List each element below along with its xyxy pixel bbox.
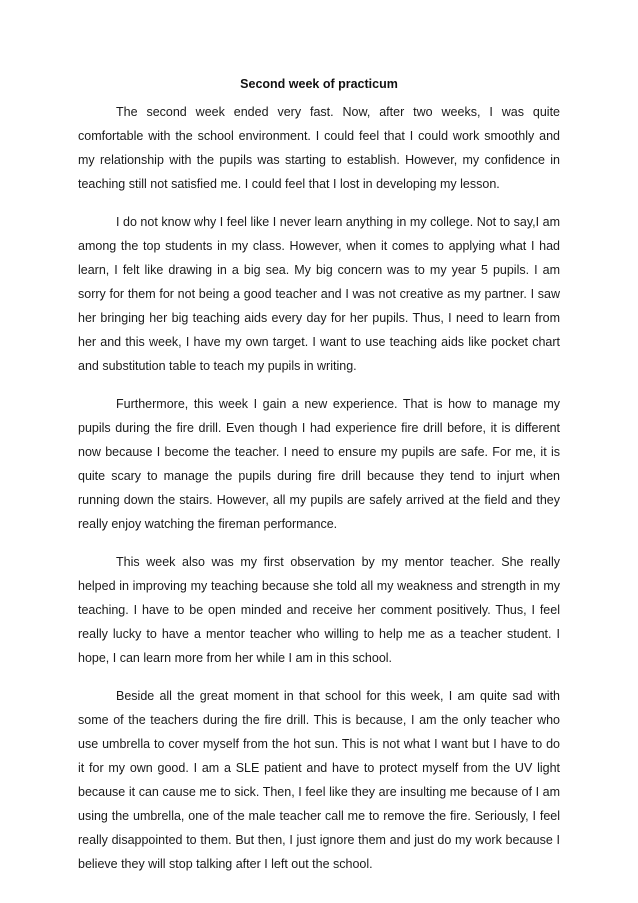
- paragraph-2: I do not know why I feel like I never learn anything in my college. Not to say,I am among the top students in my class. However, when it comes to applying what I had learn, I felt like drawing in a big sea. My big concern was to my year 5 pupils. I am sorry for them for not being a good teacher and I was not creative as my partner. I saw her bringing her big teaching aids every day for her pupils. Thus, I need to learn from her and this week, I have my own target. I want to use teaching aids like pocket chart and substitution table to teach my pupils in writing.: [78, 215, 560, 373]
- paragraph-1: The second week ended very fast. Now, after two weeks, I was quite comfortable with the school environment. I could feel that I could work smoothly and my relationship with the pupils was starting to establish. However, my confidence in teaching still not satisfied me. I could feel that I lost in developing my lesson.: [78, 105, 560, 191]
- paragraph-3: Furthermore, this week I gain a new experience. That is how to manage my pupils during the fire drill. Even though I had experience fire drill before, it is different now because I become the teacher. I need to ensure my pupils are safe. For me, it is quite scary to manage the pupils during fire drill because they tend to injurt when running down the stairs. However, all my pupils are safely arrived at the field and they really enjoy watching the fireman performance.: [78, 397, 560, 531]
- document-title: Second week of practicum: [240, 77, 398, 91]
- paragraph-5: Beside all the great moment in that school for this week, I am quite sad with some of the teachers during the fire drill. This is because, I am the only teacher who use umbrella to cover myself from the hot sun. This is not what I want but I have to do it for my own good. I am a SLE patient and have to protect myself from the UV light because it can cause me to sick. Then, I feel like they are insulting me because of I am using the umbrella, one of the male teacher call me to remove the fire. Seriously, I feel really disappointed to them. But then, I just ignore them and just do my work because I believe they will stop talking after I left out the school.: [78, 689, 560, 871]
- paragraph-4: This week also was my first observation by my mentor teacher. She really helped in improving my teaching because she told all my weakness and strength in my teaching. I have to be open minded and receive her comment positively. Thus, I feel really lucky to have a mentor teacher who willing to help me as a teacher student. I hope, I can learn more from her while I am in this school.: [78, 555, 560, 665]
- document-body: [78, 100, 560, 890]
